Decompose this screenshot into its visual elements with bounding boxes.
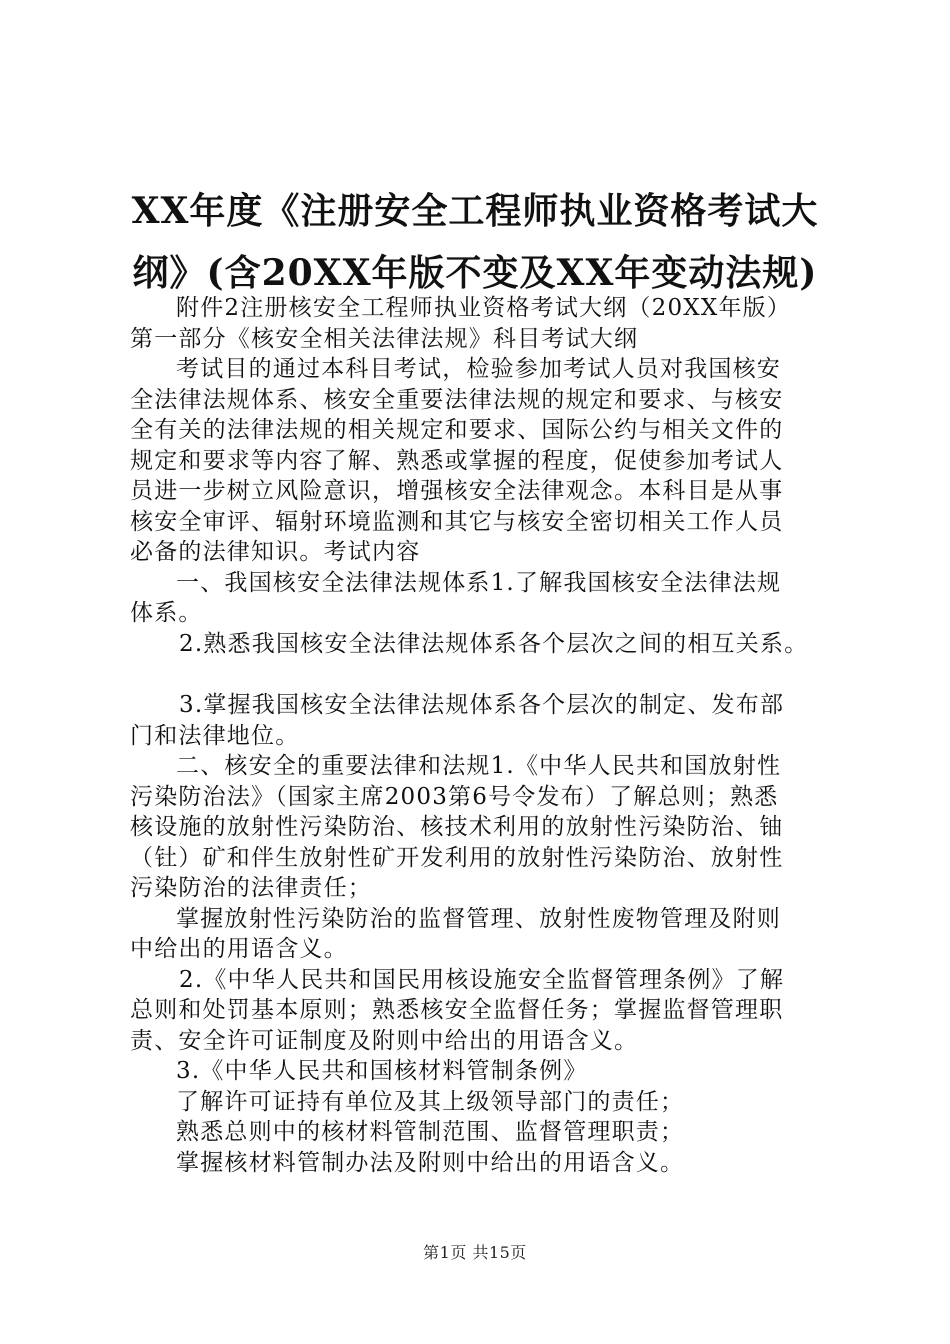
title-line-2: 纲》(含20XX年版不变及XX年变动法规)	[132, 252, 818, 294]
body-line: 3.《中华人民共和国核材料管制条例》	[176, 1058, 588, 1084]
body-line: 熟悉总则中的核材料管制范围、监督管理职责；	[176, 1119, 685, 1145]
body-line: 二、核安全的重要法律和法规1.《中华人民共和国放射性	[176, 753, 782, 779]
body-line: 掌握核材料管制办法及附则中给出的用语含义。	[176, 1149, 685, 1176]
body-line: （钍）矿和伴生放射性矿开发利用的放射性污染防治、放射性	[130, 844, 784, 871]
body-line: 污染防治法》（国家主席2003第6号令发布）了解总则；熟悉	[130, 783, 779, 810]
body-line: 门和法律地位。	[130, 722, 300, 749]
body-line: 2.《中华人民共和国民用核设施安全监督管理条例》了解	[179, 966, 785, 993]
body-line: 总则和处罚基本原则；熟悉核安全监督任务；掌握监督管理职	[130, 997, 784, 1023]
document-title	[120, 180, 830, 304]
body-line: 3.掌握我国核安全法律法规体系各个层次的制定、发布部	[179, 692, 785, 718]
body-line: 责、安全许可证制度及附则中给出的用语含义。	[130, 1027, 639, 1054]
page-footer: 第1页 共15页	[423, 1243, 527, 1262]
body-line: 核安全审评、辐射环境监测和其它与核安全密切相关工作人员	[130, 508, 784, 535]
document-body	[130, 293, 840, 1178]
body-line: 全法律法规体系、核安全重要法律法规的规定和要求、与核安	[130, 386, 784, 413]
body-line: 第一部分《核安全相关法律法规》科目考试大纲	[130, 325, 639, 352]
body-line: 2.熟悉我国核安全法律法规体系各个层次之间的相互关系。	[179, 630, 809, 657]
body-line: 掌握放射性污染防治的监督管理、放射性废物管理及附则	[176, 905, 781, 932]
body-line: 了解许可证持有单位及其上级领导部门的责任；	[176, 1088, 685, 1115]
body-line: 规定和要求等内容了解、熟悉或掌握的程度，促使参加考试人	[130, 447, 784, 474]
body-line: 污染防治的法律责任；	[130, 875, 372, 901]
body-line: 中给出的用语含义。	[130, 936, 348, 962]
body-line: 全有关的法律法规的相关规定和要求、国际公约与相关文件的	[130, 417, 784, 443]
body-line: 一、我国核安全法律法规体系1.了解我国核安全法律法规	[176, 569, 782, 596]
body-line: 考试目的通过本科目考试，检验参加考试人员对我国核安	[176, 356, 781, 382]
body-line: 附件2注册核安全工程师执业资格考试大纲（20XX年版）	[176, 295, 792, 321]
body-line: 员进一步树立风险意识，增强核安全法律观念。本科目是从事	[130, 478, 784, 504]
title-line-1: XX年度《注册安全工程师执业资格考试大	[131, 190, 819, 232]
body-line: 体系。	[130, 600, 203, 626]
body-line: 必备的法律知识。考试内容	[130, 539, 421, 565]
body-line: 核设施的放射性污染防治、核技术利用的放射性污染防治、铀	[130, 814, 784, 840]
paragraph-gap	[130, 659, 840, 690]
